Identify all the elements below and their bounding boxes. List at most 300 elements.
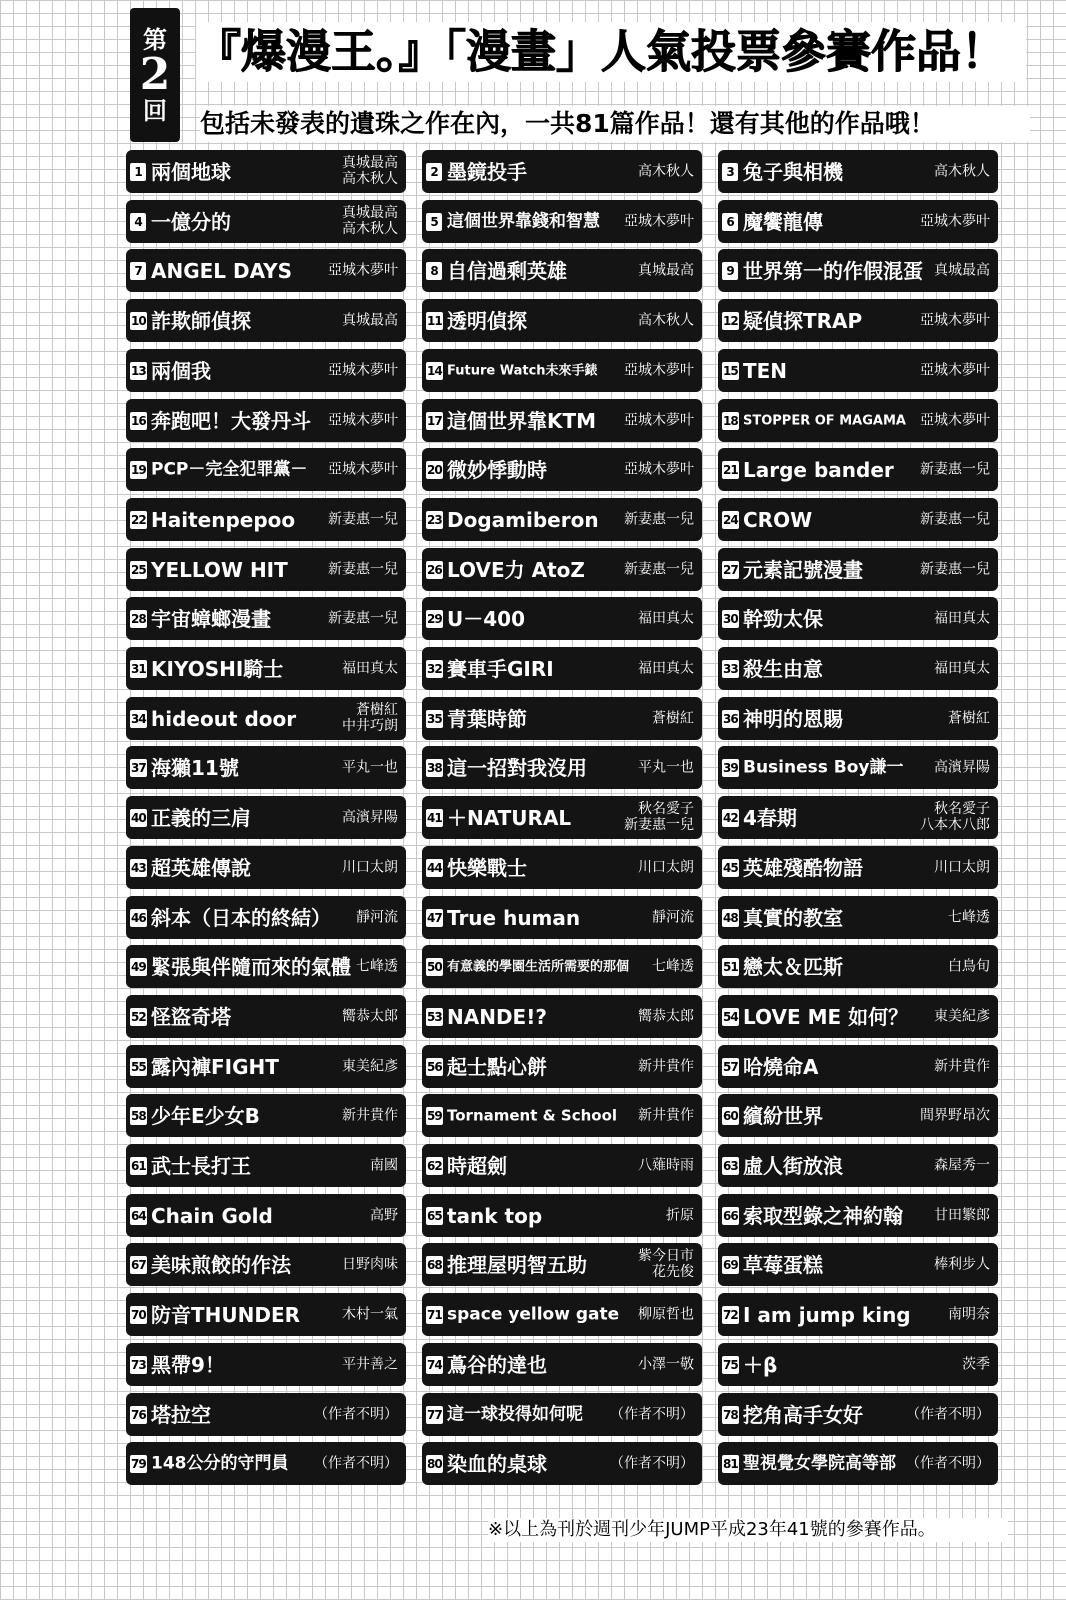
entry-title: 草莓蛋糕	[743, 1252, 823, 1277]
entry-number: 38	[427, 760, 442, 775]
entry-number: 45	[723, 860, 738, 875]
entry-number: 28	[131, 611, 146, 626]
entry-author: 亞城木夢叶	[920, 312, 990, 329]
entry-title: 這個世界靠錢和智慧	[447, 211, 600, 231]
entry-number: 46	[131, 910, 146, 925]
entry-title: CROW	[743, 507, 813, 532]
entry-number: 36	[723, 711, 738, 726]
entry-author: 高木秋人	[342, 221, 398, 238]
entry-title: 超英雄傳說	[151, 855, 251, 880]
entry-authors	[666, 1207, 694, 1224]
entry-61	[126, 1144, 406, 1187]
entry-title: 神明的恩賜	[743, 706, 843, 731]
entry-number: 70	[131, 1307, 146, 1322]
entry-author: 南國	[370, 1157, 398, 1174]
entry-author: 秋名愛子	[934, 800, 990, 817]
entry-author: 東美紀彥	[342, 1058, 398, 1075]
entry-78	[718, 1393, 998, 1436]
entry-number: 52	[131, 1009, 146, 1024]
entry-title: 起士點心餅	[447, 1054, 547, 1079]
entry-3	[718, 150, 998, 193]
entry-author: 茨季	[962, 1356, 990, 1373]
page-subtitle: 包括未發表的遺珠之作在內，一共81篇作品！還有其他的作品哦！	[200, 106, 1030, 142]
entry-authors	[342, 1058, 398, 1075]
entry-43	[126, 846, 406, 889]
entry-authors	[638, 1107, 694, 1124]
entry-number: 64	[131, 1208, 146, 1223]
entry-20	[422, 448, 702, 491]
entry-57	[718, 1045, 998, 1088]
round-badge-suffix: 回	[143, 96, 167, 126]
entry-author: 高木秋人	[638, 312, 694, 329]
entry-authors	[638, 1248, 694, 1282]
entry-23	[422, 498, 702, 541]
entry-4	[126, 200, 406, 243]
entry-66	[718, 1194, 998, 1237]
entry-title: 兩個我	[151, 358, 211, 383]
entry-title: 兩個地球	[151, 159, 231, 184]
entry-title: 斜本（日本的終結）	[151, 905, 331, 930]
entry-title: 真實的教室	[743, 905, 843, 930]
entry-authors	[342, 859, 398, 876]
entry-authors	[342, 660, 398, 677]
entry-title: True human	[447, 905, 581, 930]
entry-16	[126, 399, 406, 442]
entry-author: 甘田繁郎	[934, 1207, 990, 1224]
entry-author: 平丸一也	[342, 759, 398, 776]
entry-authors	[624, 213, 694, 230]
entry-title: 4春期	[743, 805, 797, 830]
entry-authors	[638, 312, 694, 329]
entry-author: （作者不明）	[610, 1455, 694, 1472]
entry-authors	[638, 1306, 694, 1323]
entry-authors	[638, 610, 694, 627]
entry-authors	[328, 362, 398, 379]
entry-title: 青葉時節	[447, 706, 527, 731]
entry-author: 高木秋人	[934, 163, 990, 180]
entry-author: 亞城木夢叶	[920, 213, 990, 230]
entry-title: TEN	[743, 358, 788, 383]
entry-number: 5	[426, 213, 442, 231]
entry-author: 新妻惠一兒	[328, 511, 398, 528]
entry-title: 疑偵探TRAP	[743, 308, 863, 333]
entry-number: 29	[427, 611, 442, 626]
entry-77	[422, 1393, 702, 1436]
entry-authors	[638, 1058, 694, 1075]
entry-author: 高木秋人	[638, 163, 694, 180]
entry-title: 世界第一的作假混蛋	[743, 258, 923, 283]
entry-number: 81	[723, 1456, 738, 1471]
entry-number: 63	[723, 1158, 738, 1173]
entry-number: 8	[426, 262, 442, 280]
entry-title: space yellow gate	[447, 1304, 620, 1324]
entry-author: 福田真太	[342, 660, 398, 677]
entry-title: ＋β	[743, 1352, 778, 1377]
entry-number: 18	[723, 413, 738, 428]
entry-56	[422, 1045, 702, 1088]
entry-39	[718, 746, 998, 789]
entry-authors	[328, 412, 398, 429]
entry-author: 新井貴作	[638, 1107, 694, 1124]
entry-authors	[948, 958, 990, 975]
entry-title: 殺生由意	[743, 656, 823, 681]
entry-authors	[624, 412, 694, 429]
entry-title: 墨鏡投手	[447, 159, 527, 184]
entry-author: 新妻惠一兒	[920, 461, 990, 478]
entry-title: 幹勁太保	[743, 606, 823, 631]
entry-title: NANDE!?	[447, 1004, 547, 1029]
entry-author: 亞城木夢叶	[328, 412, 398, 429]
entry-authors	[342, 809, 398, 826]
entry-authors	[920, 312, 990, 329]
entry-55	[126, 1045, 406, 1088]
entry-62	[422, 1144, 702, 1187]
entry-title: 自信過剩英雄	[447, 258, 567, 283]
footer-note: ※以上為刊於週刊少年JUMP平成23年41號的參賽作品。	[488, 1518, 1008, 1542]
entry-53	[422, 995, 702, 1038]
entry-72	[718, 1293, 998, 1336]
entry-19	[126, 448, 406, 491]
entry-title: 這一球投得如何呢	[447, 1404, 583, 1424]
entry-authors	[934, 759, 990, 776]
entry-author: 蒼樹紅	[356, 701, 398, 718]
entry-title: I am jump king	[743, 1302, 911, 1327]
entry-title: 黑帶9！	[151, 1352, 225, 1377]
entry-authors	[638, 1157, 694, 1174]
entry-title: 這一招對我沒用	[447, 755, 587, 780]
entry-authors	[314, 1455, 398, 1472]
entry-title: Tornament & School	[447, 1106, 618, 1124]
entry-author: 高野	[370, 1207, 398, 1224]
entry-authors	[328, 561, 398, 578]
entry-number: 23	[427, 512, 442, 527]
entry-number: 77	[427, 1407, 442, 1422]
entry-authors	[638, 262, 694, 279]
entry-number: 73	[131, 1357, 146, 1372]
entry-71	[422, 1293, 702, 1336]
entry-author: 亞城木夢叶	[624, 362, 694, 379]
entry-authors	[638, 660, 694, 677]
entry-number: 32	[427, 661, 442, 676]
entry-authors	[370, 1157, 398, 1174]
entry-title: 繽紛世界	[743, 1103, 823, 1128]
entry-title: PCP－完全犯罪黨－	[151, 459, 308, 479]
entry-59	[422, 1094, 702, 1137]
entry-authors	[624, 511, 694, 528]
entry-number: 59	[427, 1108, 442, 1123]
entry-title: 露內褲FIGHT	[151, 1054, 279, 1079]
entry-author: 嚮恭太郎	[342, 1008, 398, 1025]
entry-9	[718, 249, 998, 292]
entry-2	[422, 150, 702, 193]
entry-number: 53	[427, 1009, 442, 1024]
entry-authors	[610, 1406, 694, 1423]
entry-number: 35	[427, 711, 442, 726]
entry-32	[422, 647, 702, 690]
entry-authors	[934, 660, 990, 677]
entry-authors	[342, 702, 398, 736]
entry-authors	[328, 461, 398, 478]
entry-authors	[920, 213, 990, 230]
entry-title: Future Watch未來手錶	[447, 363, 598, 378]
entry-74	[422, 1343, 702, 1386]
entry-list	[126, 150, 1014, 1510]
entry-title: KIYOSHI騎士	[151, 656, 284, 681]
entry-author: 新妻惠一兒	[920, 561, 990, 578]
entry-authors	[342, 1306, 398, 1323]
entry-author: 嚮恭太郎	[638, 1008, 694, 1025]
entry-5	[422, 200, 702, 243]
entry-34	[126, 697, 406, 740]
entry-authors	[934, 262, 990, 279]
entry-number: 62	[427, 1158, 442, 1173]
entry-authors	[652, 958, 694, 975]
entry-title: 詐欺師偵探	[151, 308, 251, 333]
entry-authors	[962, 1356, 990, 1373]
entry-number: 43	[131, 860, 146, 875]
entry-authors	[934, 859, 990, 876]
entry-title: 挖角高手女好	[743, 1402, 863, 1427]
entry-number: 50	[427, 959, 442, 974]
entry-number: 30	[723, 611, 738, 626]
entry-authors	[920, 561, 990, 578]
entry-title: LOVE力 AtoZ	[447, 557, 585, 582]
entry-title: 微妙悸動時	[447, 457, 547, 482]
entry-authors	[328, 262, 398, 279]
entry-authors	[934, 1256, 990, 1273]
entry-authors	[934, 1058, 990, 1075]
entry-number: 66	[723, 1208, 738, 1223]
entry-author: 新井貴作	[934, 1058, 990, 1075]
entry-author: 森屋秀一	[934, 1157, 990, 1174]
entry-author: 川口太朗	[934, 859, 990, 876]
entry-number: 65	[427, 1208, 442, 1223]
entry-number: 19	[131, 462, 146, 477]
entry-authors	[342, 1107, 398, 1124]
entry-title: 英雄殘酷物語	[743, 855, 863, 880]
entry-8	[422, 249, 702, 292]
entry-author: 東美紀彥	[934, 1008, 990, 1025]
entry-number: 37	[131, 760, 146, 775]
entry-title: 塔拉空	[151, 1402, 211, 1427]
entry-author: 真城最高	[342, 312, 398, 329]
entry-author: 真城最高	[342, 204, 398, 221]
entry-67	[126, 1243, 406, 1286]
entry-title: U－400	[447, 606, 525, 631]
entry-title: 蔦谷的達也	[447, 1352, 547, 1377]
entry-authors	[624, 801, 694, 835]
entry-title: 美味煎餃的作法	[151, 1252, 291, 1277]
entry-number: 4	[130, 213, 146, 231]
entry-author: 新妻惠一兒	[920, 511, 990, 528]
entry-15	[718, 349, 998, 392]
entry-title: 魔饗龍傳	[743, 209, 823, 234]
entry-authors	[934, 1008, 990, 1025]
entry-14	[422, 349, 702, 392]
entry-title: 怪盜奇塔	[151, 1004, 231, 1029]
entry-title: 一億分的	[151, 209, 231, 234]
entry-author: 真城最高	[638, 262, 694, 279]
entry-author: （作者不明）	[314, 1406, 398, 1423]
entry-authors	[638, 759, 694, 776]
entry-title: Dogamiberon	[447, 507, 599, 532]
entry-title: ＋NATURAL	[447, 805, 572, 830]
entry-authors	[342, 759, 398, 776]
entry-number: 41	[427, 810, 442, 825]
entry-author: 亞城木夢叶	[624, 461, 694, 478]
entry-17	[422, 399, 702, 442]
entry-author: （作者不明）	[610, 1406, 694, 1423]
entry-46	[126, 896, 406, 939]
entry-author: 新妻惠一兒	[328, 561, 398, 578]
entry-45	[718, 846, 998, 889]
entry-authors	[920, 1107, 990, 1124]
entry-29	[422, 597, 702, 640]
entry-author: 花先俊	[652, 1264, 694, 1281]
entry-authors	[934, 1207, 990, 1224]
entry-number: 47	[427, 910, 442, 925]
entry-author: 靜河流	[356, 909, 398, 926]
entry-author: 新妻惠一兒	[328, 610, 398, 627]
entry-49	[126, 945, 406, 988]
entry-number: 55	[131, 1059, 146, 1074]
entry-title: 哈燒命A	[743, 1054, 819, 1079]
entry-number: 68	[427, 1257, 442, 1272]
entry-authors	[638, 859, 694, 876]
entry-81	[718, 1442, 998, 1485]
entry-title: 緊張與伴隨而來的氣體	[151, 954, 351, 979]
entry-number: 51	[723, 959, 738, 974]
entry-number: 15	[723, 363, 738, 378]
entry-author: 七峰透	[356, 958, 398, 975]
entry-authors	[624, 461, 694, 478]
entry-author: 折原	[666, 1207, 694, 1224]
entry-authors	[328, 610, 398, 627]
entry-authors	[934, 1157, 990, 1174]
entry-title: YELLOW HIT	[151, 557, 288, 582]
entry-authors	[342, 312, 398, 329]
entry-author: 真城最高	[342, 154, 398, 171]
entry-author: 福田真太	[934, 610, 990, 627]
entry-25	[126, 548, 406, 591]
entry-6	[718, 200, 998, 243]
entry-author: 亞城木夢叶	[328, 461, 398, 478]
entry-authors	[638, 1356, 694, 1373]
entry-author: 川口太朗	[638, 859, 694, 876]
entry-author: 高濱昇陽	[934, 759, 990, 776]
entry-65	[422, 1194, 702, 1237]
entry-authors	[920, 412, 990, 429]
entry-13	[126, 349, 406, 392]
entry-52	[126, 995, 406, 1038]
entry-80	[422, 1442, 702, 1485]
entry-authors	[920, 362, 990, 379]
entry-number: 7	[130, 262, 146, 280]
entry-authors	[920, 511, 990, 528]
entry-title: 148公分的守門員	[151, 1453, 289, 1473]
entry-number: 79	[131, 1456, 146, 1471]
entry-title: 這個世界靠KTM	[447, 408, 597, 433]
entry-author: 小澤一敬	[638, 1356, 694, 1373]
entry-63	[718, 1144, 998, 1187]
entry-title: 透明偵探	[447, 308, 527, 333]
entry-authors	[342, 205, 398, 239]
entry-author: 新妻惠一兒	[624, 511, 694, 528]
entry-35	[422, 697, 702, 740]
entry-75	[718, 1343, 998, 1386]
entry-author: 亞城木夢叶	[920, 412, 990, 429]
entry-21	[718, 448, 998, 491]
entry-number: 25	[131, 562, 146, 577]
entry-number: 48	[723, 910, 738, 925]
entry-title: STOPPER OF MAGAMA	[743, 413, 906, 428]
entry-author: 八本木八郎	[920, 817, 990, 834]
entry-title: tank top	[447, 1203, 543, 1228]
entry-number: 75	[723, 1357, 738, 1372]
entry-48	[718, 896, 998, 939]
entry-author: 南明奈	[948, 1306, 990, 1323]
entry-authors	[624, 362, 694, 379]
entry-title: 宇宙蟑螂漫畫	[151, 606, 271, 631]
entry-author: 新井貴作	[342, 1107, 398, 1124]
entry-60	[718, 1094, 998, 1137]
entry-69	[718, 1243, 998, 1286]
entry-title: 奔跑吧！大發丹斗	[151, 408, 311, 433]
entry-author: 蒼樹紅	[652, 710, 694, 727]
round-badge	[130, 8, 180, 142]
entry-number: 57	[723, 1059, 738, 1074]
entry-10	[126, 299, 406, 342]
entry-author: 中井巧朗	[342, 718, 398, 735]
entry-author: 七峰透	[948, 909, 990, 926]
entry-number: 26	[427, 562, 442, 577]
entry-author: 棒利步人	[934, 1256, 990, 1273]
entry-number: 21	[723, 462, 738, 477]
entry-number: 10	[131, 313, 146, 328]
entry-author: （作者不明）	[314, 1455, 398, 1472]
entry-authors	[356, 909, 398, 926]
entry-36	[718, 697, 998, 740]
entry-authors	[356, 958, 398, 975]
entry-number: 27	[723, 562, 738, 577]
entry-number: 69	[723, 1257, 738, 1272]
entry-authors	[370, 1207, 398, 1224]
entry-title: 染血的桌球	[447, 1451, 547, 1476]
entry-58	[126, 1094, 406, 1137]
entry-author: 亞城木夢叶	[328, 262, 398, 279]
entry-authors	[342, 155, 398, 189]
entry-27	[718, 548, 998, 591]
entry-title: Business Boy謙一	[743, 757, 904, 777]
entry-title: LOVE ME 如何？	[743, 1004, 909, 1029]
entry-number: 9	[722, 262, 738, 280]
entry-author: 紫今日市	[638, 1247, 694, 1264]
entry-64	[126, 1194, 406, 1237]
entry-authors	[342, 1008, 398, 1025]
entry-number: 71	[427, 1307, 442, 1322]
entry-26	[422, 548, 702, 591]
entry-24	[718, 498, 998, 541]
entry-authors	[934, 163, 990, 180]
entry-number: 40	[131, 810, 146, 825]
entry-28	[126, 597, 406, 640]
entry-number: 74	[427, 1357, 442, 1372]
entry-title: 時超劍	[447, 1153, 507, 1178]
entry-51	[718, 945, 998, 988]
entry-76	[126, 1393, 406, 1436]
entry-author: 新井貴作	[638, 1058, 694, 1075]
entry-number: 22	[131, 512, 146, 527]
